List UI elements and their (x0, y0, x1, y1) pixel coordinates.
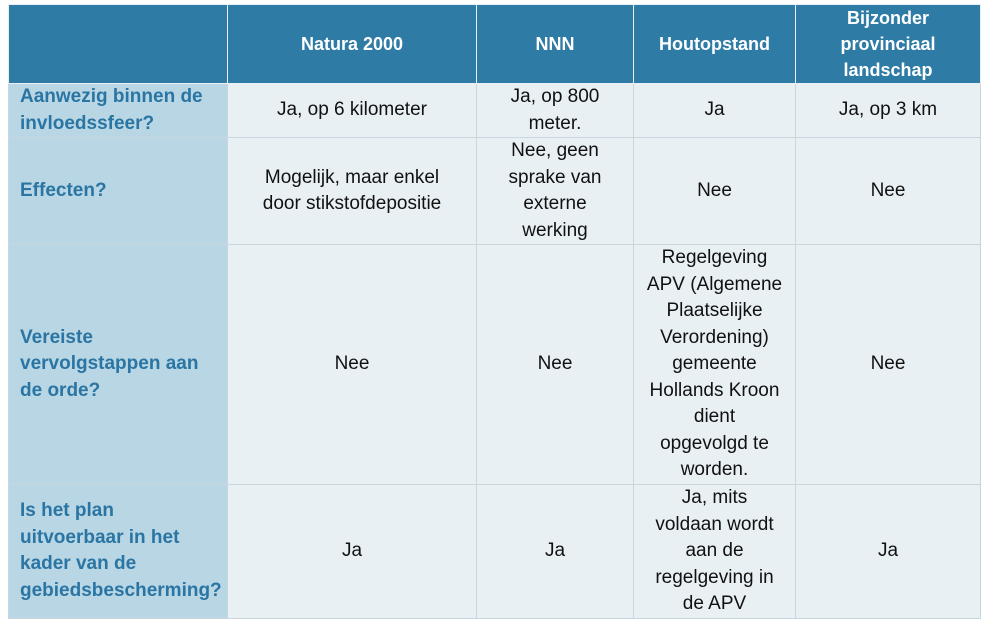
table-cell: Ja (634, 84, 796, 138)
header-bijzonder-provinciaal-landschap: Bijzonder provinciaal landschap (796, 5, 981, 84)
table-row (9, 485, 981, 619)
table-row (9, 138, 981, 245)
table-cell: Mogelijk, maar enkel door stikstofdepositie (228, 138, 477, 245)
table-cell: Nee (634, 138, 796, 245)
header-corner-cell (9, 5, 228, 84)
table-cell: Ja, op 3 km (796, 84, 981, 138)
table-cell: Regelgeving APV (Algemene Plaatselijke Verordening) gemeente Hollands Kroon dient opgevolgd te worden. (634, 245, 796, 485)
table-cell: Ja, op 6 kilometer (228, 84, 477, 138)
table-cell: Ja, mits voldaan wordt aan de regelgeving in de APV (634, 485, 796, 619)
table-cell: Nee (477, 245, 634, 485)
table-row (9, 84, 981, 138)
row-label-vervolgstappen: Vereiste vervolgstappen aan de orde? (9, 245, 228, 485)
header-houtopstand: Houtopstand (634, 5, 796, 84)
table-cell: Nee (796, 138, 981, 245)
header-natura-2000: Natura 2000 (228, 5, 477, 84)
header-nnn: NNN (477, 5, 634, 84)
table-cell: Nee, geen sprake van externe werking (477, 138, 634, 245)
row-label-uitvoerbaar: Is het plan uitvoerbaar in het kader van de gebiedsbescherming? (9, 485, 228, 619)
row-label-aanwezig: Aanwezig binnen de invloedssfeer? (9, 84, 228, 138)
table-cell: Ja (477, 485, 634, 619)
table-cell: Ja (796, 485, 981, 619)
header-row (9, 5, 981, 84)
table-cell: Nee (796, 245, 981, 485)
table-row (9, 245, 981, 485)
comparison-table (8, 4, 981, 619)
table-cell: Ja (228, 485, 477, 619)
table-cell: Ja, op 800 meter. (477, 84, 634, 138)
table-cell: Nee (228, 245, 477, 485)
row-label-effecten: Effecten? (9, 138, 228, 245)
